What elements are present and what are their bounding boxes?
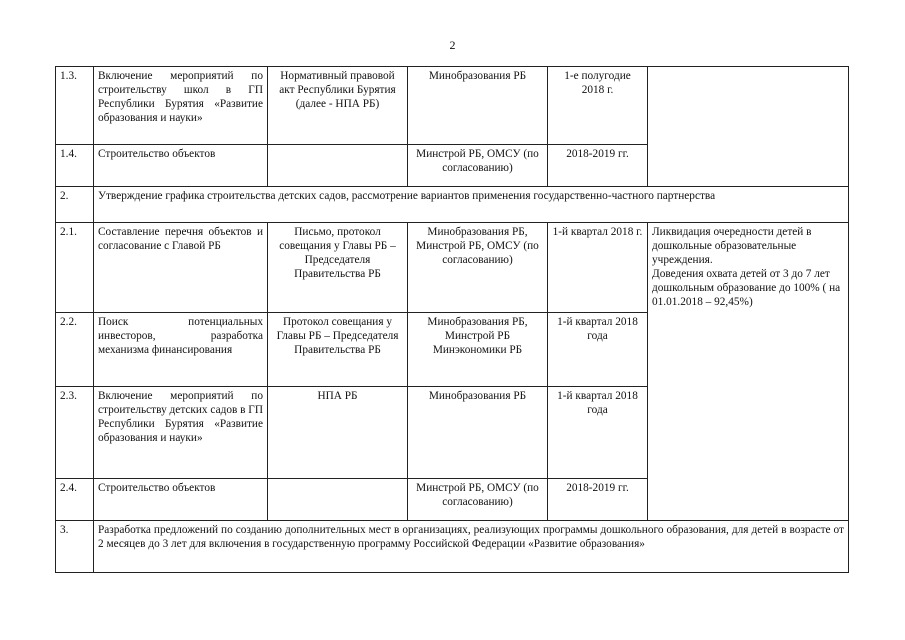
document-cell — [268, 479, 408, 521]
page-number: 2 — [449, 38, 456, 52]
term-cell: 2018-2019 гг. — [548, 479, 648, 521]
document-cell — [268, 145, 408, 187]
responsible-cell: Минстрой РБ, ОМСУ (по согласованию) — [408, 145, 548, 187]
table-row — [56, 521, 849, 573]
table-row — [56, 223, 849, 313]
action-cell: Включение мероприятий по строительству детских садов в ГП Республики Бурятия «Развитие образования и науки» — [94, 387, 268, 479]
row-number: 1.4. — [56, 145, 94, 187]
term-cell: 1-й квартал 2018 г. — [548, 223, 648, 313]
responsible-cell: Минобразования РБ — [408, 387, 548, 479]
section-heading: Разработка предложений по созданию дополнительных мест в организациях, реализующих программы дошкольного образования, для детей в возрасте от 2 месяцев до 3 лет для включения в государственную программу Российской Федерации «Развитие образования» — [94, 521, 849, 573]
action-cell: Строительство объектов — [94, 479, 268, 521]
responsible-cell: Минобразования РБ, Минстрой РБ, ОМСУ (по согласованию) — [408, 223, 548, 313]
action-cell: Включение мероприятий по строительству школ в ГП Республики Бурятия «Развитие образования и науки» — [94, 67, 268, 145]
plan-table — [55, 66, 849, 573]
row-number: 2. — [56, 187, 94, 223]
document-cell: Письмо, протокол совещания у Главы РБ – Председателя Правительства РБ — [268, 223, 408, 313]
row-number: 1.3. — [56, 67, 94, 145]
action-cell: Строительство объектов — [94, 145, 268, 187]
result-cell — [648, 223, 849, 521]
term-cell: 1-е полугодие 2018 г. — [548, 67, 648, 145]
section-heading: Утверждение графика строительства детских садов, рассмотрение вариантов применения государственно-частного партнерства — [94, 187, 849, 223]
row-number: 2.4. — [56, 479, 94, 521]
result-text: Доведения охвата детей от 3 до 7 лет дошкольным образование до 100% ( на 01.01.2018 – 92,45%) — [652, 268, 841, 308]
document-cell: НПА РБ — [268, 387, 408, 479]
document-cell: Нормативный правовой акт Республики Бурятия (далее - НПА РБ) — [268, 67, 408, 145]
term-cell: 1-й квартал 2018 года — [548, 313, 648, 387]
row-number: 2.1. — [56, 223, 94, 313]
table-row — [56, 187, 849, 223]
action-cell: Составление перечня объектов и согласование с Главой РБ — [94, 223, 268, 313]
result-text: Ликвидация очередности детей в дошкольные образовательные учреждения. — [652, 226, 812, 266]
document-cell: Протокол совещания у Главы РБ – Председателя Правительства РБ — [268, 313, 408, 387]
action-cell: Поиск потенциальных инвесторов, разработка механизма финансирования — [94, 313, 268, 387]
result-cell — [648, 67, 849, 187]
term-cell: 2018-2019 гг. — [548, 145, 648, 187]
responsible-cell: Минстрой РБ, ОМСУ (по согласованию) — [408, 479, 548, 521]
row-number: 2.2. — [56, 313, 94, 387]
row-number: 2.3. — [56, 387, 94, 479]
term-cell: 1-й квартал 2018 года — [548, 387, 648, 479]
responsible-cell: Минобразования РБ — [408, 67, 548, 145]
responsible-cell: Минобразования РБ, Минстрой РБ Минэкономики РБ — [408, 313, 548, 387]
table-row — [56, 67, 849, 145]
row-number: 3. — [56, 521, 94, 573]
